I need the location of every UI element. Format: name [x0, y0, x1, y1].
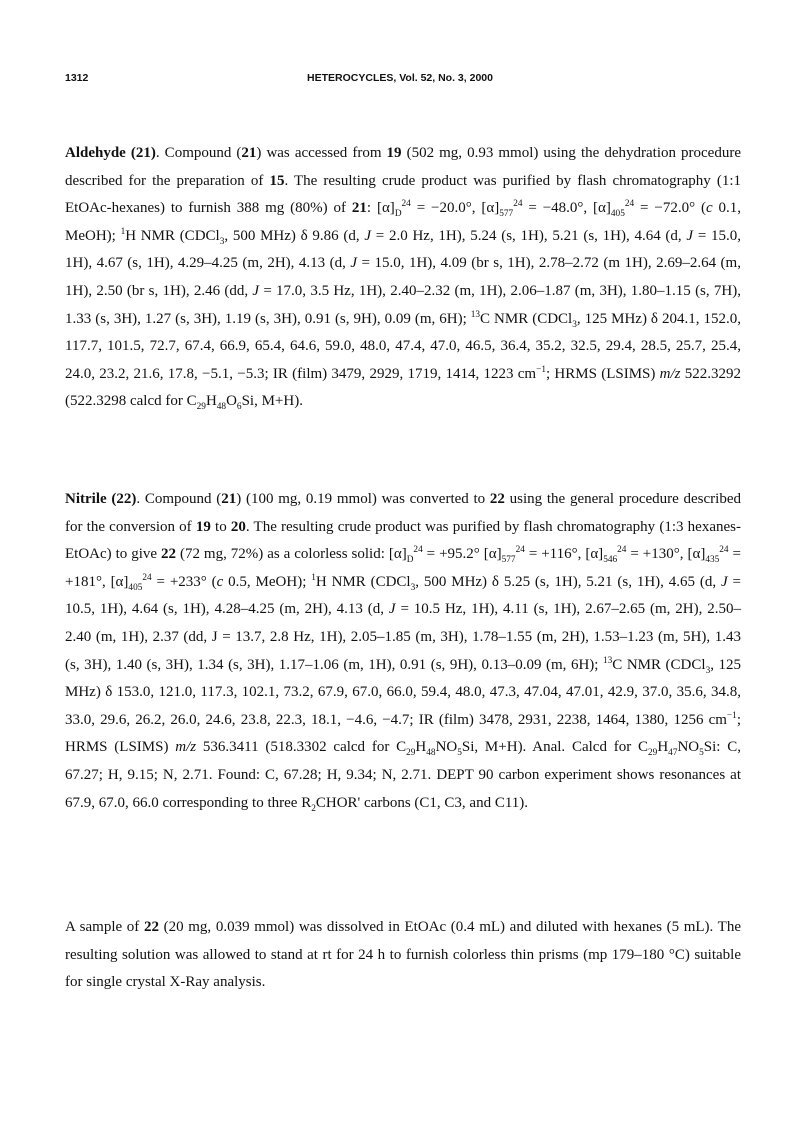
compound-ref: 15 [269, 172, 285, 189]
compound-ref: 21 [221, 491, 237, 507]
paragraph-nitrile: Nitrile (22). Compound (21) (100 mg, 0.19 mmol) was converted to 22 using the general procedure described for the conversion of 19 to 20. The resulting crude product was purified by flash chromatography (1:3 hexanes-EtOAc) to give 22 (72 mg, 72%) as a colorless solid: $[\alpha]_D^{24} = +95.2^\circ$ $[\alpha]_{577}^{24} = +116^\circ$, $[\alpha]_{546}^{24} = +130^\circ$, $[\alpha]_{435}^{24} = +181^\circ$, $[\alpha]_{405}^{24} = +233^\circ$ (c 0.5, MeOH); $^1$H NMR (CDCl$_3$, 500 MHz) δ 5.25 (s, 1H), 5.21 (s, 1H), 4.65 (d, J = 10.5, 1H), 4.64 (s, 1H), 4.28–4.25 (m, 2H), 4.13 (d, J = 10.5 Hz, 1H), 4.11 (s, 1H), 2.67–2.65 (m, 2H), 2.50–2.40 (m, 1H), 2.37 (dd, J = 13.7, 2.8 Hz, 1H), 2.05–1.85 (m, 3H), 1.78–1.55 (m, 2H), 1.53–1.23 (m, 5H), 1.43 (s, 3H), 1.40 (s, 3H), 1.34 (s, 3H), 1.17–1.06 (m, 1H), 0.91 (s, 9H), 0.13–0.09 (m, 6H); $^{13}$C NMR (CDCl$_3$, 125 MHz) δ 153.0, 121.0, 117.3, 102.1, 73.2, 67.9, 67.0, 66.0, 59.4, 48.0, 47.3, 47.04, 47.01, 42.9, 37.0, 35.6, 34.8, 33.0, 29.6, 26.2, 26.0, 24.6, 23.8, 22.3, 18.1, −4.6, −4.7; IR (film) 3478, 2931, 2238, 1464, 1380, 1256 $cm^{-1}$; HRMS (LSIMS) m/z 536.3411 (518.3302 calcd for $C_{29}H_{48}NO_5Si$, M+H). Anal. Calcd for $C_{29}H_{47}NO_5Si$: C, 67.27; H, 9.15; N, 2.71. Found: C, 67.28; H, 9.34; N, 2.71. DEPT 90 carbon experiment shows resonances at 67.9, 67.0, 66.0 corresponding to three $R_2CHOR'$ carbons (C1, C3, and C11). [65, 491, 742, 814]
compound-ref: 21 [241, 145, 257, 161]
section-title: Aldehyde (21) [65, 145, 156, 161]
paragraph-crystal-sample: A sample of 22 (20 mg, 0.039 mmol) was dissolved in EtOAc (0.4 mL) and diluted with hexanes (5 mL). The resulting solution was allowed to stand at rt for 24 h to furnish colorless thin prisms (mp 179–180 °C) suitable for single crystal X-Ray analysis. [65, 919, 741, 991]
paragraph-aldehyde: Aldehyde (21). Compound (21) was accessed from 19 (502 mg, 0.93 mmol) using the dehydration procedure described for the preparation of 15. The resulting crude product was purified by flash chromatography (1:1 EtOAc-hexanes) to furnish 388 mg (80%) of 21: $[\alpha]_D^{24} = -20.0^\circ$, $[\alpha]_{577}^{24} = -48.0^\circ$, $[\alpha]_{405}^{24} = -72.0^\circ$ (c 0.1, MeOH); $^1$H NMR (CDCl$_3$, 500 MHz) δ 9.86 (d, J = 2.0 Hz, 1H), 5.24 (s, 1H), 5.21 (s, 1H), 4.64 (d, J = 15.0, 1H), 4.67 (s, 1H), 4.29–4.25 (m, 2H), 4.13 (d, J = 15.0, 1H), 4.09 (br s, 1H), 2.78–2.72 (m 1H), 2.69–2.64 (m, 1H), 2.50 (br s, 1H), 2.46 (dd, J = 17.0, 3.5 Hz, 1H), 2.40–2.32 (m, 1H), 2.06–1.87 (m, 3H), 1.80–1.15 (s, 7H), 1.33 (s, 3H), 1.27 (s, 3H), 1.19 (s, 3H), 0.91 (s, 9H), 0.09 (m, 6H); $^{13}$C NMR (CDCl$_3$, 125 MHz) δ 204.1, 152.0, 117.7, 101.5, 72.7, 67.4, 66.9, 65.4, 64.6, 59.0, 48.0, 47.4, 47.0, 46.5, 36.4, 35.2, 32.5, 29.4, 28.5, 25.7, 25.4, 24.0, 23.2, 21.6, 17.8, −5.1, −5.3; IR (film) 3479, 2929, 1719, 1414, 1223 $cm^{-1}$; HRMS (LSIMS) m/z 522.3292 (522.3298 calcd for $C_{29}H_{48}O_6Si$, M+H). [65, 145, 742, 413]
compound-ref: 20 [230, 518, 246, 535]
section-title: Nitrile (22) [65, 491, 137, 507]
page-number: 1312 [65, 72, 89, 84]
running-header [65, 72, 735, 88]
compound-ref: 22 [489, 491, 505, 507]
compound-ref: 22 [143, 919, 159, 935]
compound-ref: 22 [161, 546, 176, 563]
compound-ref: 19 [386, 145, 402, 161]
compound-ref: 19 [195, 518, 211, 535]
running-title: HETEROCYCLES, Vol. 52, No. 3, 2000 [307, 72, 493, 84]
compound-ref: 21 [351, 200, 367, 217]
